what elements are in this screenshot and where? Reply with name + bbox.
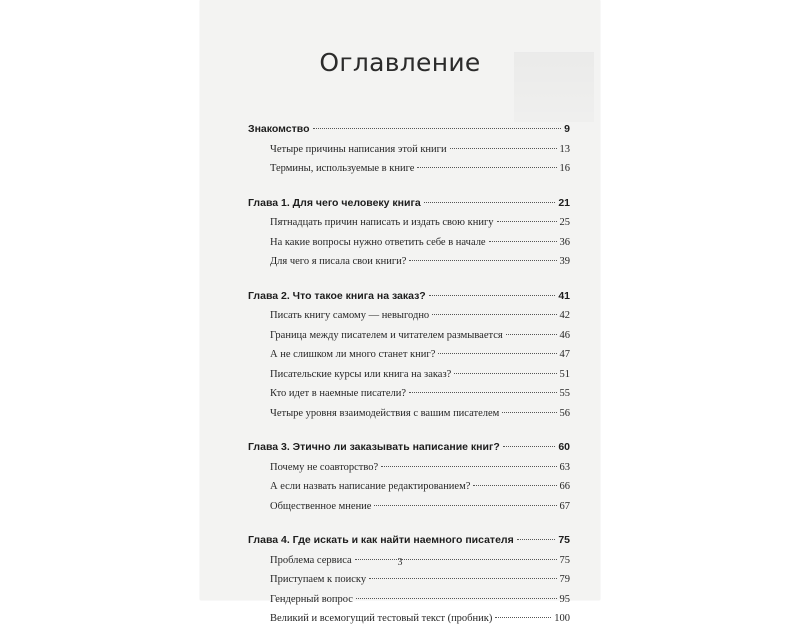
toc-entry-page: 16 bbox=[559, 163, 570, 174]
toc-entry-page: 25 bbox=[559, 217, 570, 228]
toc-entry-title: А если назвать написание редактированием? bbox=[270, 481, 471, 492]
toc-entry-page: 75 bbox=[559, 554, 570, 566]
toc-entry-title: Великий и всемогущий тестовый текст (пробник) bbox=[270, 613, 493, 624]
toc-entry bbox=[248, 233, 570, 253]
dot-leader bbox=[374, 505, 556, 506]
toc-entry-title: На какие вопросы нужно ответить себе в начале bbox=[270, 236, 486, 248]
toc-entry bbox=[248, 306, 570, 326]
dot-leader bbox=[502, 412, 556, 413]
toc-chapter-title: Глава 1. Для чего человеку книга bbox=[248, 196, 421, 209]
toc-entry-page: 95 bbox=[559, 593, 570, 605]
toc-entry bbox=[248, 159, 570, 179]
page-number: 3 bbox=[397, 557, 403, 568]
toc-entry-page: 100 bbox=[554, 613, 570, 624]
toc-entry-title: Приступаем к поиску bbox=[270, 574, 367, 585]
dot-leader bbox=[450, 148, 557, 149]
toc-entry-page: 63 bbox=[559, 461, 570, 473]
toc-entry bbox=[248, 404, 570, 424]
toc-chapter-title: Глава 4. Где искать и как найти наемного писателя bbox=[248, 534, 514, 546]
toc-entry-page: 46 bbox=[559, 329, 570, 341]
toc-entry-page: 13 bbox=[559, 143, 570, 155]
toc-chapter bbox=[248, 438, 570, 458]
dot-leader bbox=[454, 373, 556, 374]
toc-chapter bbox=[248, 531, 570, 551]
toc-entry-page: 79 bbox=[559, 574, 570, 585]
toc-entry-title: А не слишком ли много станет книг? bbox=[270, 349, 436, 360]
book-page bbox=[200, 0, 600, 624]
dot-leader bbox=[506, 334, 557, 335]
toc-section bbox=[248, 194, 570, 272]
dot-leader bbox=[503, 446, 556, 447]
toc-entry bbox=[248, 570, 570, 590]
toc-entry-title: Термины, используемые в книге bbox=[270, 163, 415, 174]
toc-chapter-title: Глава 3. Этично ли заказывать написание книг? bbox=[248, 441, 500, 453]
toc-entry-title: Четыре причины написания этой книги bbox=[270, 143, 447, 155]
toc-chapter-page: 75 bbox=[558, 534, 570, 546]
toc-entry-title: Граница между писателем и читателем размывается bbox=[270, 329, 503, 341]
toc-entry bbox=[248, 458, 570, 478]
toc-section bbox=[248, 120, 570, 179]
dot-leader bbox=[313, 128, 562, 129]
dot-leader bbox=[381, 466, 556, 467]
dot-leader bbox=[424, 202, 556, 203]
toc-entry bbox=[248, 609, 570, 629]
toc-entry-title: Пятнадцать причин написать и издать свою книгу bbox=[270, 217, 494, 228]
toc-entry-title: Общественное мнение bbox=[270, 500, 372, 512]
dot-leader bbox=[369, 578, 556, 579]
toc-entry-page: 51 bbox=[559, 368, 570, 380]
toc-entry-title: Гендерный вопрос bbox=[270, 593, 353, 605]
toc-entry-title: Проблема сервиса bbox=[270, 554, 352, 566]
toc-chapter-page: 9 bbox=[564, 123, 570, 135]
toc-entry bbox=[248, 477, 570, 497]
toc-section bbox=[248, 531, 570, 629]
toc-chapter bbox=[248, 287, 570, 307]
toc-entry-title: Писать книгу самому — невыгодно bbox=[270, 310, 430, 321]
toc-entry-page: 56 bbox=[559, 407, 570, 419]
toc-entry bbox=[248, 326, 570, 346]
toc-chapter-page: 21 bbox=[558, 196, 570, 209]
toc-entry-page: 39 bbox=[559, 256, 570, 267]
dot-leader bbox=[497, 221, 557, 222]
toc-entry-title: Кто идет в наемные писатели? bbox=[270, 388, 407, 399]
toc-entry-title: Почему не соавторство? bbox=[270, 461, 379, 473]
toc-entry bbox=[248, 345, 570, 365]
dot-leader bbox=[417, 167, 556, 168]
toc-entry bbox=[248, 213, 570, 233]
toc-section bbox=[248, 438, 570, 516]
dot-leader bbox=[495, 617, 551, 618]
toc-entry-page: 42 bbox=[559, 310, 570, 321]
toc-chapter bbox=[248, 120, 570, 140]
toc-section bbox=[248, 287, 570, 424]
toc-entry-page: 36 bbox=[559, 236, 570, 248]
page-title: Оглавление bbox=[319, 48, 481, 77]
dot-leader bbox=[432, 314, 556, 315]
toc-entry-title: Четыре уровня взаимодействия с вашим писателем bbox=[270, 407, 500, 419]
toc-entry-page: 66 bbox=[559, 481, 570, 492]
dot-leader bbox=[473, 485, 556, 486]
toc-entry bbox=[248, 590, 570, 610]
toc-entry bbox=[248, 384, 570, 404]
dot-leader bbox=[356, 598, 557, 599]
toc-entry-page: 67 bbox=[559, 500, 570, 512]
dot-leader bbox=[489, 241, 557, 242]
toc-entry-page: 55 bbox=[559, 388, 570, 399]
toc-chapter-page: 60 bbox=[558, 441, 570, 453]
dot-leader bbox=[438, 353, 556, 354]
dot-leader bbox=[409, 392, 556, 393]
toc-chapter-title: Глава 2. Что такое книга на заказ? bbox=[248, 289, 426, 302]
dot-leader bbox=[517, 539, 556, 540]
toc-chapter-page: 41 bbox=[558, 289, 570, 302]
toc-entry bbox=[248, 140, 570, 160]
toc-entry bbox=[248, 497, 570, 517]
dot-leader bbox=[409, 260, 556, 261]
toc-entry bbox=[248, 252, 570, 272]
toc-entry-page: 47 bbox=[559, 349, 570, 360]
dot-leader bbox=[429, 295, 556, 296]
toc-entry-title: Писательские курсы или книга на заказ? bbox=[270, 368, 452, 380]
toc-entry bbox=[248, 365, 570, 385]
toc-entry-title: Для чего я писала свои книги? bbox=[270, 256, 407, 267]
toc-chapter-title: Знакомство bbox=[248, 123, 310, 135]
toc-chapter bbox=[248, 194, 570, 214]
